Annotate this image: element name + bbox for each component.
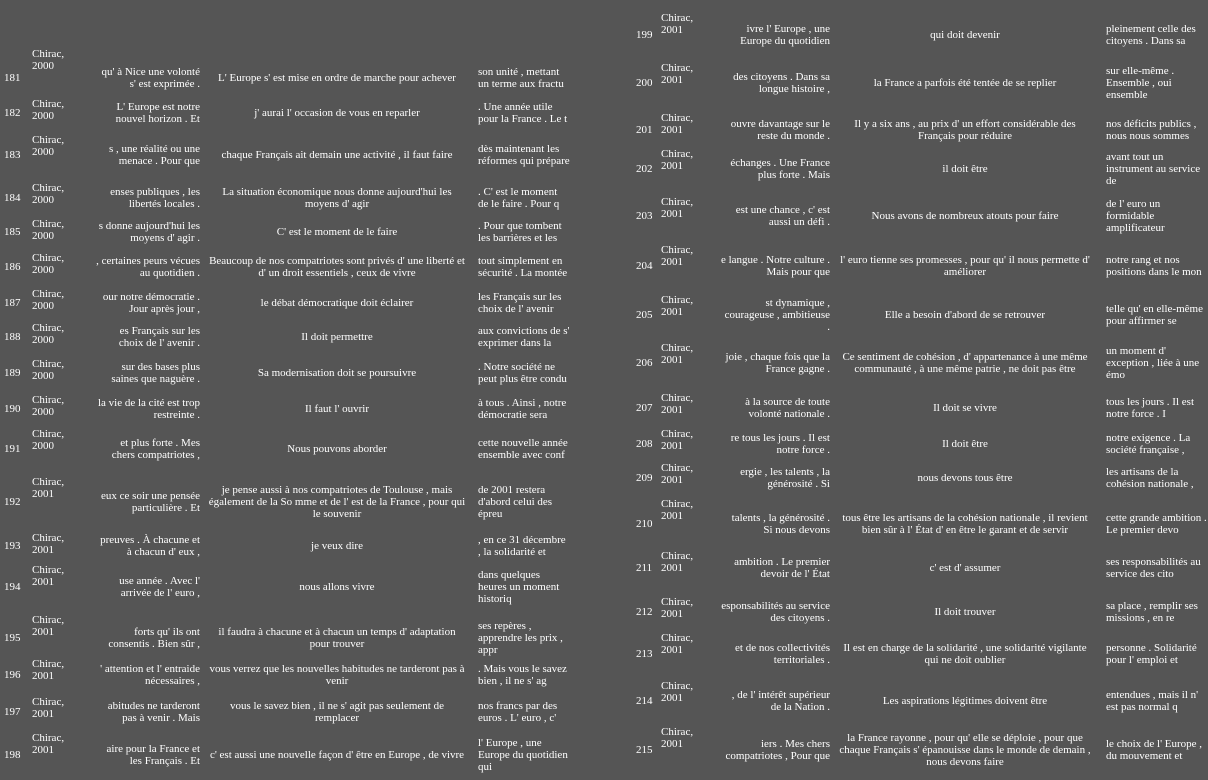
keyword-context: je pense aussi à nos compatriotes de Toulouse , mais également de la So mme et de l' est de la France , pour qui le souvenir <box>208 484 466 520</box>
row-number: 181 <box>4 72 21 84</box>
concordance-row <box>632 242 1208 290</box>
keyword-context: c' est aussi une nouvelle façon d' être en Europe , de vivre <box>209 749 465 761</box>
right-context: . Pour que tombent les barrières et les <box>478 220 562 244</box>
row-number: 204 <box>636 260 653 272</box>
concordance-row <box>0 286 600 320</box>
keyword-context: Nous pouvons aborder <box>287 443 387 455</box>
keyword-context: la France a parfois été tentée de se replier <box>873 77 1057 89</box>
author-date: Chirac, 2000 <box>32 218 65 242</box>
left-context: qu' à Nice une volonté s' est exprimée . <box>101 66 200 90</box>
right-context: entendues , mais il n' est pas normal q <box>1106 689 1199 713</box>
left-context: talents , la générosité . Si nous devons <box>731 512 830 536</box>
concordance-row <box>0 562 600 612</box>
right-context: sur elle-même . Ensemble , oui ensemble <box>1106 65 1175 101</box>
keyword-context: tous être les artisans de la cohésion nationale , il revient bien sûr à l' État d' en être le garant et de servir <box>842 512 1088 536</box>
keyword-context: le débat démocratique doit éclairer <box>260 297 414 309</box>
author-date: Chirac, 2001 <box>661 550 694 574</box>
row-number: 200 <box>636 77 653 89</box>
concordance-row <box>0 694 600 730</box>
left-context: ouvre davantage sur le reste du monde . <box>730 118 830 142</box>
right-context: nos déficits publics , nous nous sommes <box>1106 118 1197 142</box>
right-context: dès maintenant les réformes qui prépare <box>478 143 570 167</box>
right-context: , en ce 31 décembre , la solidarité et <box>478 534 566 558</box>
right-context: . Mais vous le savez bien , il ne s' ag <box>478 663 567 687</box>
concordance-row <box>632 60 1208 106</box>
keyword-context: Nous avons de nombreux atouts pour faire <box>871 210 1059 222</box>
author-date: Chirac, 2001 <box>661 726 694 750</box>
author-date: Chirac, 2000 <box>32 98 65 122</box>
row-number: 197 <box>4 706 21 718</box>
author-date: Chirac, 2001 <box>32 532 65 556</box>
keyword-context: Beaucoup de nos compatriotes sont privés d' une liberté et d' un droit essentiels , ceux de vivre <box>209 255 465 279</box>
left-context: esponsabilités au service des citoyens . <box>721 600 830 624</box>
author-date: Chirac, 2001 <box>661 680 694 704</box>
row-number: 201 <box>636 124 653 136</box>
keyword-context: Elle a besoin d'abord de se retrouver <box>884 309 1046 321</box>
left-context: échanges . Une France plus forte . Mais <box>730 157 830 181</box>
left-context: des citoyens . Dans sa longue histoire , <box>733 71 830 95</box>
keyword-context: Ce sentiment de cohésion , d' appartenance à une même communauté , à une même patrie , ne doit pas être <box>842 351 1088 375</box>
keyword-context: Les aspirations légitimes doivent être <box>882 695 1048 707</box>
right-context: l' Europe , une Europe du quotidien qui <box>478 737 568 773</box>
keyword-context: la France rayonne , pour qu' elle se déploie , pour que chaque Français s' épanouisse dans le monde de demain , nous devons faire <box>839 732 1091 768</box>
right-context: les artisans de la cohésion nationale , <box>1106 466 1194 490</box>
right-context: notre rang et nos positions dans le mon <box>1106 254 1202 278</box>
keyword-context: Il doit se vivre <box>933 402 997 414</box>
left-context: L' Europe est notre nouvel horizon . Et <box>115 101 200 125</box>
row-number: 210 <box>636 518 653 530</box>
left-context: ' attention et l' entraide nécessaires , <box>100 663 200 687</box>
concordance-row <box>0 320 600 354</box>
concordance-row <box>0 730 600 780</box>
keyword-context: l' euro tienne ses promesses , pour qu' il nous permette d' améliorer <box>840 254 1090 278</box>
author-date: Chirac, 2001 <box>32 614 65 638</box>
author-date: Chirac, 2001 <box>32 476 65 500</box>
left-context: es Français sur les choix de l' avenir . <box>118 325 200 349</box>
row-number: 192 <box>4 496 21 508</box>
left-context: , certaines peurs vécues au quotidien . <box>96 255 200 279</box>
row-number: 212 <box>636 606 653 618</box>
right-context: un moment d' exception , liée à une émo <box>1106 345 1200 381</box>
left-context: iers . Mes chers compatriotes , Pour que <box>725 738 830 762</box>
concordance-row <box>632 146 1208 192</box>
author-date: Chirac, 2001 <box>32 564 65 588</box>
concordance-row <box>0 180 600 216</box>
concordance-row <box>632 496 1208 552</box>
concordance-row <box>632 426 1208 462</box>
right-context: tous les jours . Il est notre force . I <box>1106 396 1194 420</box>
right-context: . C' est le moment de le faire . Pour q <box>478 186 560 210</box>
row-number: 205 <box>636 309 653 321</box>
row-number: 186 <box>4 261 21 273</box>
concordance-row <box>632 460 1208 496</box>
keyword-context: Sa modernisation doit se poursuivre <box>257 367 417 379</box>
concordance-row <box>0 216 600 248</box>
author-date: Chirac, 2001 <box>32 696 65 720</box>
row-number: 215 <box>636 744 653 756</box>
right-context: à tous . Ainsi , notre démocratie sera <box>478 397 567 421</box>
concordance-row <box>0 474 600 530</box>
author-date: Chirac, 2001 <box>661 148 694 172</box>
row-number: 188 <box>4 331 21 343</box>
left-context: sur des bases plus saines que naguère . <box>111 361 200 385</box>
right-context: . Notre société ne peut plus être condu <box>478 361 567 385</box>
left-context: abitudes ne tarderont pas à venir . Mais <box>107 700 200 724</box>
concordance-row <box>0 426 600 472</box>
author-date: Chirac, 2001 <box>32 732 65 756</box>
concordance-row <box>0 530 600 562</box>
keyword-context: nous devons tous être <box>917 472 1013 484</box>
concordance-row <box>632 194 1208 238</box>
concordance-row <box>632 678 1208 724</box>
keyword-context: qui doit devenir <box>930 29 1000 41</box>
left-context: preuves . À chacune et à chacun d' eux , <box>100 534 200 558</box>
left-context: à la source de toute volonté nationale . <box>745 396 830 420</box>
left-context: re tous les jours . Il est notre force . <box>730 432 830 456</box>
keyword-context: il faudra à chacune et à chacun un temps d' adaptation pour trouver <box>218 626 456 650</box>
left-context: s donne aujourd'hui les moyens d' agir . <box>98 220 200 244</box>
left-context: eux ce soir une pensée particulière . Et <box>101 490 200 514</box>
left-context: et plus forte . Mes chers compatriotes , <box>111 437 200 461</box>
author-date: Chirac, 2000 <box>32 182 65 206</box>
left-context: our notre démocratie . Jour après jour , <box>102 291 200 315</box>
keyword-context: Il faut l' ouvrir <box>305 403 369 415</box>
keyword-context: c' est d' assumer <box>929 562 1001 574</box>
right-context: sa place , remplir ses missions , en re <box>1106 600 1198 624</box>
right-context: aux convictions de s' exprimer dans la <box>478 325 570 349</box>
right-context: cette grande ambition . Le premier devo <box>1106 512 1207 536</box>
row-number: 185 <box>4 226 21 238</box>
concordance-row <box>0 96 600 130</box>
concordance-row <box>632 724 1208 776</box>
author-date: Chirac, 2001 <box>661 62 694 86</box>
right-context: dans quelques heures un moment historiq <box>478 569 560 605</box>
author-date: Chirac, 2001 <box>661 462 694 486</box>
keyword-context: La situation économique nous donne aujourd'hui les moyens d' agir <box>222 186 452 210</box>
left-context: s , une réalité ou une menace . Pour que <box>108 143 200 167</box>
author-date: Chirac, 2001 <box>661 392 694 416</box>
keyword-context: j' aurai l' occasion de vous en reparler <box>254 107 420 119</box>
row-number: 202 <box>636 163 653 175</box>
author-date: Chirac, 2000 <box>32 134 65 158</box>
left-context: use année . Avec l' arrivée de l' euro , <box>119 575 200 599</box>
left-context: et de nos collectivités territoriales . <box>735 642 830 666</box>
row-number: 208 <box>636 438 653 450</box>
row-number: 194 <box>4 581 21 593</box>
author-date: Chirac, 2000 <box>32 252 65 276</box>
author-date: Chirac, 2001 <box>661 244 694 268</box>
row-number: 184 <box>4 192 21 204</box>
row-number: 206 <box>636 357 653 369</box>
author-date: Chirac, 2001 <box>661 12 694 36</box>
right-context: notre exigence . La société française , <box>1106 432 1191 456</box>
concordance-row <box>632 340 1208 386</box>
row-number: 182 <box>4 107 21 119</box>
keyword-context: vous le savez bien , il ne s' agit pas seulement de remplacer <box>230 700 444 724</box>
keyword-context: je veux dire <box>311 540 363 552</box>
row-number: 189 <box>4 367 21 379</box>
author-date: Chirac, 2001 <box>661 596 694 620</box>
row-number: 198 <box>4 749 21 761</box>
right-context: de l' euro un formidable amplificateur <box>1106 198 1165 234</box>
row-number: 209 <box>636 472 653 484</box>
author-date: Chirac, 2001 <box>661 342 694 366</box>
concordance-row <box>0 392 600 426</box>
author-date: Chirac, 2000 <box>32 428 65 452</box>
concordance-row <box>0 250 600 284</box>
keyword-context: C' est le moment de le faire <box>276 226 398 238</box>
left-context: ergie , les talents , la générosité . Si <box>740 466 830 490</box>
author-date: Chirac, 2000 <box>32 288 65 312</box>
row-number: 193 <box>4 540 21 552</box>
left-context: est une chance , c' est aussi un défi . <box>735 204 830 228</box>
author-date: Chirac, 2001 <box>661 428 694 452</box>
row-number: 213 <box>636 648 653 660</box>
author-date: Chirac, 2001 <box>32 658 65 682</box>
keyword-context: vous verrez que les nouvelles habitudes ne tarderont pas à venir <box>209 663 465 687</box>
right-context: son unité , mettant un terme aux fractu <box>478 66 564 90</box>
row-number: 203 <box>636 210 653 222</box>
concordance-row <box>632 390 1208 426</box>
keyword-context: Il doit permettre <box>301 331 373 343</box>
keyword-context: Il doit trouver <box>934 606 996 618</box>
right-context: cette nouvelle année ensemble avec conf <box>478 437 568 461</box>
right-context: tout simplement en sécurité . La montée <box>478 255 568 279</box>
concordance-row <box>632 10 1208 60</box>
left-context: joie , chaque fois que la France gagne . <box>725 351 830 375</box>
keyword-context: il doit être <box>942 163 988 175</box>
author-date: Chirac, 2000 <box>32 322 65 346</box>
author-date: Chirac, 2001 <box>661 498 694 522</box>
concordance-row <box>632 594 1208 630</box>
concordance-row <box>632 292 1208 338</box>
keyword-context: Il doit être <box>942 438 988 450</box>
row-number: 214 <box>636 695 653 707</box>
concordance-row <box>632 630 1208 678</box>
left-context: la vie de la cité est trop restreinte . <box>97 397 200 421</box>
row-number: 211 <box>636 562 653 574</box>
right-context: le choix de l' Europe , du mouvement et <box>1106 738 1203 762</box>
author-date: Chirac, 2000 <box>32 358 65 382</box>
author-date: Chirac, 2001 <box>661 294 694 318</box>
row-number: 196 <box>4 669 21 681</box>
left-context: ivre l' Europe , une Europe du quotidien <box>740 23 830 47</box>
right-context: pleinement celle des citoyens . Dans sa <box>1106 23 1196 47</box>
row-number: 187 <box>4 297 21 309</box>
keyword-context: nous allons vivre <box>299 581 375 593</box>
concordance-row <box>0 656 600 694</box>
right-context: avant tout un instrument au service de <box>1106 151 1201 187</box>
right-context: ses responsabilités au service des cito <box>1106 556 1201 580</box>
right-context: ses repères , apprendre les prix , appr <box>478 620 563 656</box>
left-context: ambition . Le premier devoir de l' État <box>734 556 830 580</box>
right-context: nos francs par des euros . L' euro , c' <box>478 700 558 724</box>
left-context: forts qu' ils ont consentis . Bien sûr , <box>108 626 200 650</box>
left-context: enses publiques , les libertés locales . <box>110 186 200 210</box>
row-number: 195 <box>4 632 21 644</box>
concordance-row <box>0 356 600 390</box>
keyword-context: Il est en charge de la solidarité , une solidarité vigilante qui ne doit oublier <box>843 642 1087 666</box>
right-context: les Français sur les choix de l' avenir <box>478 291 562 315</box>
keyword-context: Il y a six ans , au prix d' un effort considérable des Français pour réduire <box>854 118 1076 142</box>
keyword-context: L' Europe s' est mise en ordre de marche pour achever <box>218 72 456 84</box>
concordance-row <box>0 132 600 178</box>
row-number: 207 <box>636 402 653 414</box>
concordance-row <box>632 110 1208 150</box>
left-context: st dynamique , courageuse , ambitieuse . <box>724 297 830 333</box>
author-date: Chirac, 2001 <box>661 632 694 656</box>
author-date: Chirac, 2000 <box>32 394 65 418</box>
concordance-row <box>632 548 1208 588</box>
row-number: 191 <box>4 443 21 455</box>
author-date: Chirac, 2000 <box>32 48 65 72</box>
right-context: personne . Solidarité pour l' emploi et <box>1106 642 1197 666</box>
row-number: 190 <box>4 403 21 415</box>
row-number: 183 <box>4 149 21 161</box>
author-date: Chirac, 2001 <box>661 196 694 220</box>
right-context: . Une année utile pour la France . Le t <box>478 101 568 125</box>
left-context: aire pour la France et les Français . Et <box>106 743 200 767</box>
author-date: Chirac, 2001 <box>661 112 694 136</box>
left-context: e langue . Notre culture . Mais pour que <box>720 254 830 278</box>
right-context: de 2001 restera d'abord celui des épreu <box>478 484 553 520</box>
left-context: , de l' intérêt supérieur de la Nation . <box>731 689 830 713</box>
keyword-context: chaque Français ait demain une activité , il faut faire <box>221 149 453 161</box>
right-context: telle qu' en elle-même pour affirmer se <box>1106 303 1203 327</box>
row-number: 199 <box>636 29 653 41</box>
